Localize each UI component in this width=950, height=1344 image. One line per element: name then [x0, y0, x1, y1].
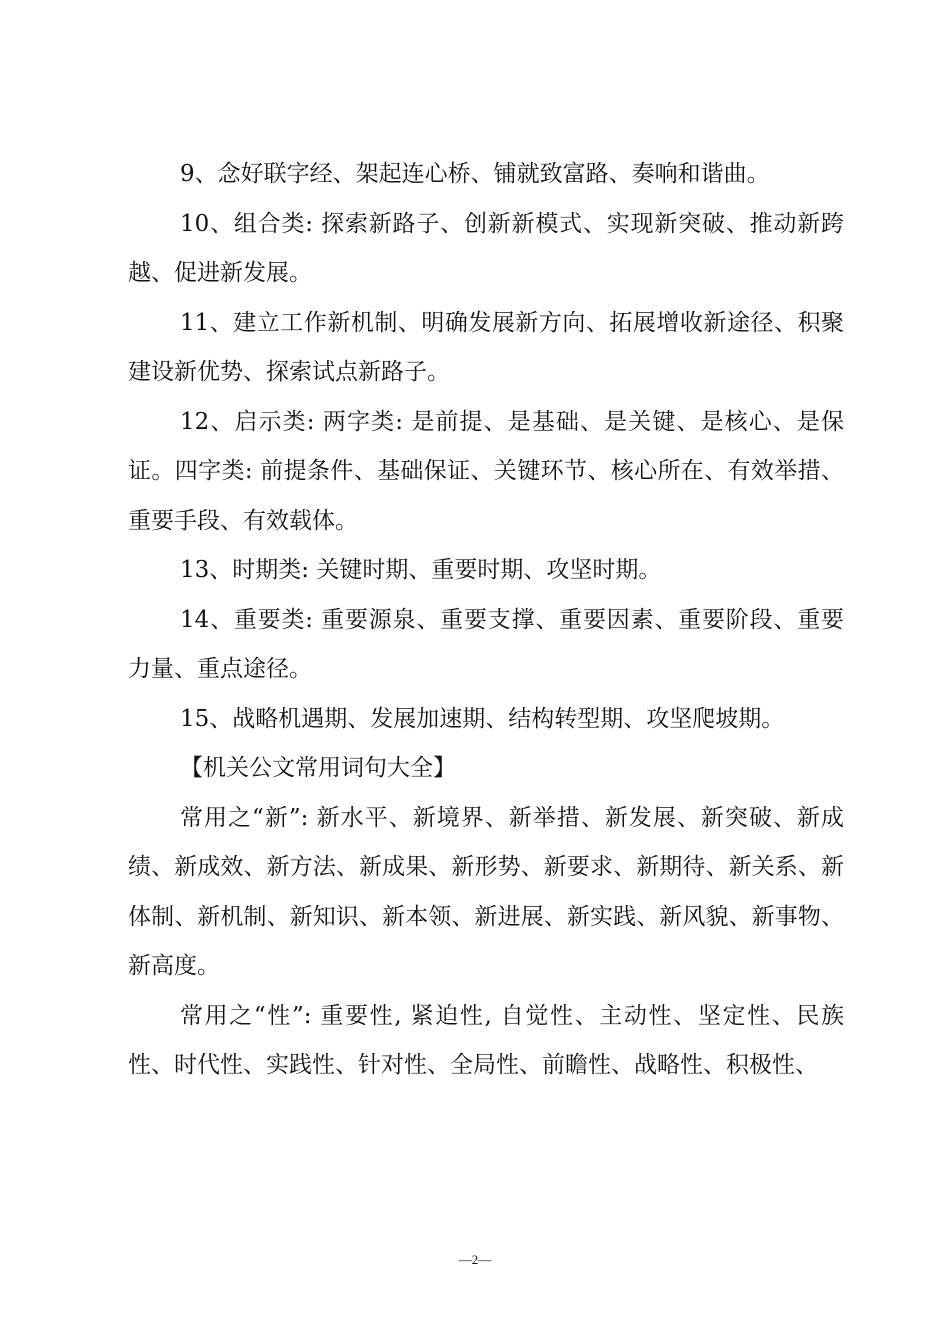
paragraph-item-13: 13、时期类: 关键时期、重要时期、攻坚时期。 — [180, 557, 662, 583]
paragraph-common-new: 常用之“新”: 新水平、新境界、新举措、新发展、新突破、新成绩、新成效、新方法、新成果、新形势、新要求、新期待、新关系、新体制、新机制、新知识、新本领、新进展、新实践、新风貌、新事物、新高度。 — [128, 804, 844, 979]
paragraph-item-15: 15、战略机遇期、发展加速期、结构转型期、攻坚爬坡期。 — [180, 705, 785, 732]
page-number: —2— — [458, 1252, 492, 1267]
paragraph-item-9: 9、念好联字经、架起连心桥、铺就致富路、奏响和谐曲。 — [180, 161, 770, 187]
paragraph-common-xing: 常用之“性”: 重要性, 紧迫性, 自觉性、主动性、坚定性、民族性、时代性、实践性、针对性、全局性、前瞻性、战略性、积极性、 — [128, 1002, 844, 1078]
paragraph-item-12: 12、启示类: 两字类: 是前提、是基础、是关键、是核心、是保证。四字类: 前提条件、基础保证、关键环节、核心所在、有效举措、重要手段、有效载体。 — [128, 408, 844, 534]
section-heading: 【机关公文常用词句大全】 — [180, 755, 456, 781]
paragraph-item-10: 10、组合类: 探索新路子、创新新模式、实现新突破、推动新跨越、促进新发展。 — [128, 210, 844, 286]
paragraph-item-14: 14、重要类: 重要源泉、重要支撑、重要因素、重要阶段、重要力量、重点途径。 — [128, 606, 844, 682]
paragraph-item-11: 11、建立工作新机制、明确发展新方向、拓展增收新途径、积聚建设新优势、探索试点新路子。 — [128, 309, 844, 385]
body-text — [128, 150, 844, 1091]
